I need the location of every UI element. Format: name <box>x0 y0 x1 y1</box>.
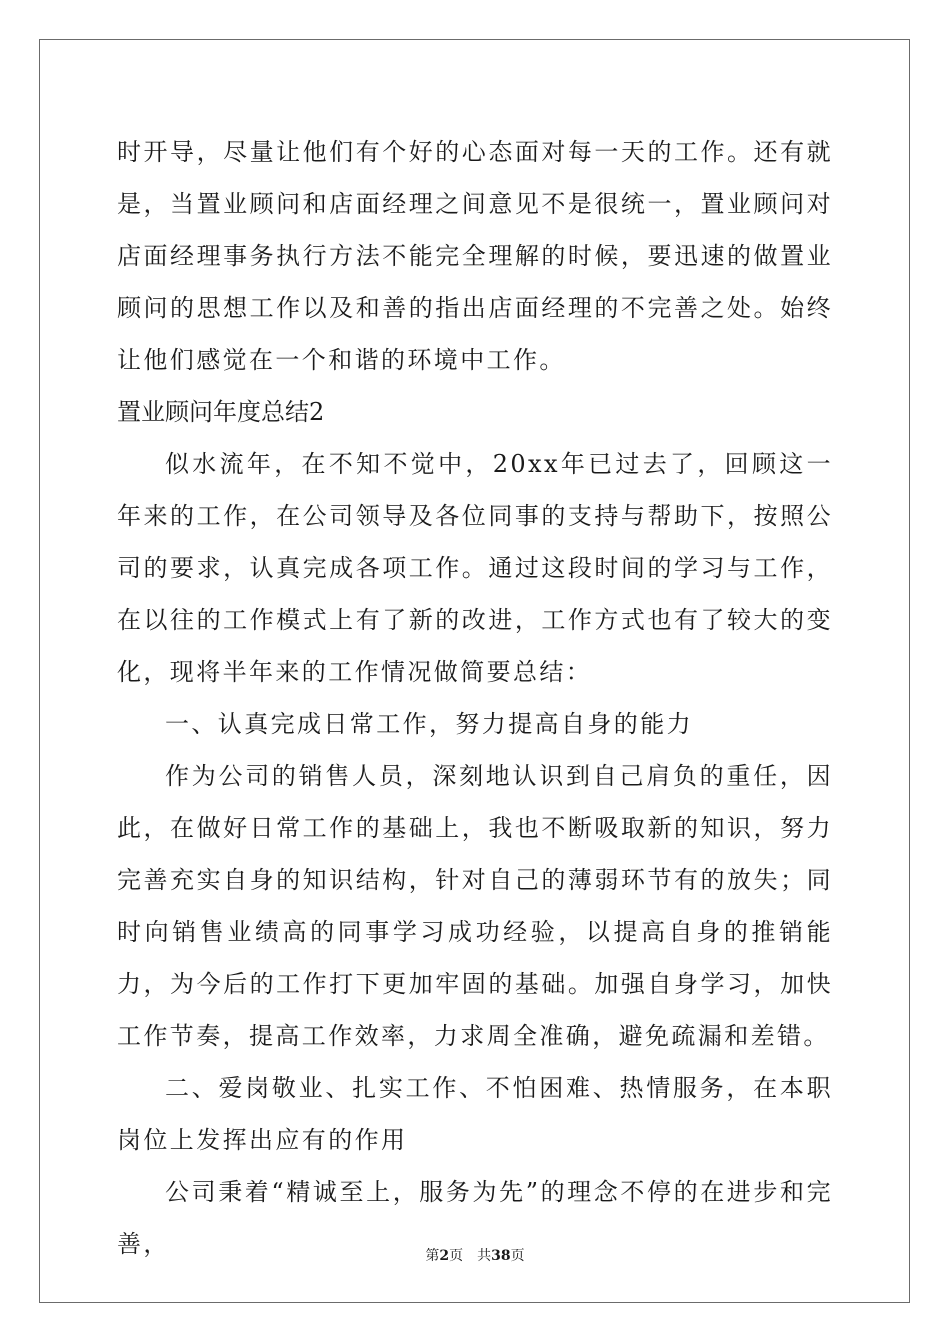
footer-page-suffix: 页 <box>449 1248 464 1264</box>
footer-total-number: 38 <box>491 1248 511 1264</box>
section-heading: 置业顾问年度总结2 <box>117 398 325 426</box>
paragraph-3: 作为公司的销售人员，深刻地认识到自己肩负的重任，因此，在做好日常工作的基础上，我也不断吸取新的知识，努力完善充实自身的知识结构，针对自己的薄弱环节有的放失；同时向销售业绩高的同事学习成功经验，以提高自身的推销能力，为今后的工作打下更加牢固的基础。加强自身学习，加快工作节奏，提高工作效率，力求周全准确，避免疏漏和差错。 <box>117 762 833 1050</box>
footer-total-prefix: 共 <box>477 1248 492 1264</box>
subheading-1: 一、认真完成日常工作，努力提高自身的能力 <box>165 710 693 738</box>
paragraph-1: 时开导，尽量让他们有个好的心态面对每一天的工作。还有就是，当置业顾问和店面经理之间意见不是很统一，置业顾问对店面经理事务执行方法不能完全理解的时候，要迅速的做置业顾问的思想工作以及和善的指出店面经理的不完善之处。始终让他们感觉在一个和谐的环境中工作。 <box>117 138 833 374</box>
subheading-2: 二、爱岗敬业、扎实工作、不怕困难、热情服务，在本职岗位上发挥出应有的作用 <box>117 1074 833 1154</box>
footer-total-suffix: 页 <box>510 1248 525 1264</box>
document-body <box>117 126 833 1270</box>
paragraph-4: 公司秉着“精诚至上，服务为先”的理念不停的在进步和完善， <box>117 1178 833 1258</box>
page-footer <box>0 1246 950 1266</box>
footer-page-prefix: 第 <box>425 1248 440 1264</box>
footer-page-number: 2 <box>439 1248 450 1264</box>
paragraph-2: 似水流年，在不知不觉中，20xx年已过去了，回顾这一年来的工作，在公司领导及各位同事的支持与帮助下，按照公司的要求，认真完成各项工作。通过这段时间的学习与工作，在以往的工作模式上有了新的改进，工作方式也有了较大的变化，现将半年来的工作情况做简要总结： <box>117 450 833 686</box>
